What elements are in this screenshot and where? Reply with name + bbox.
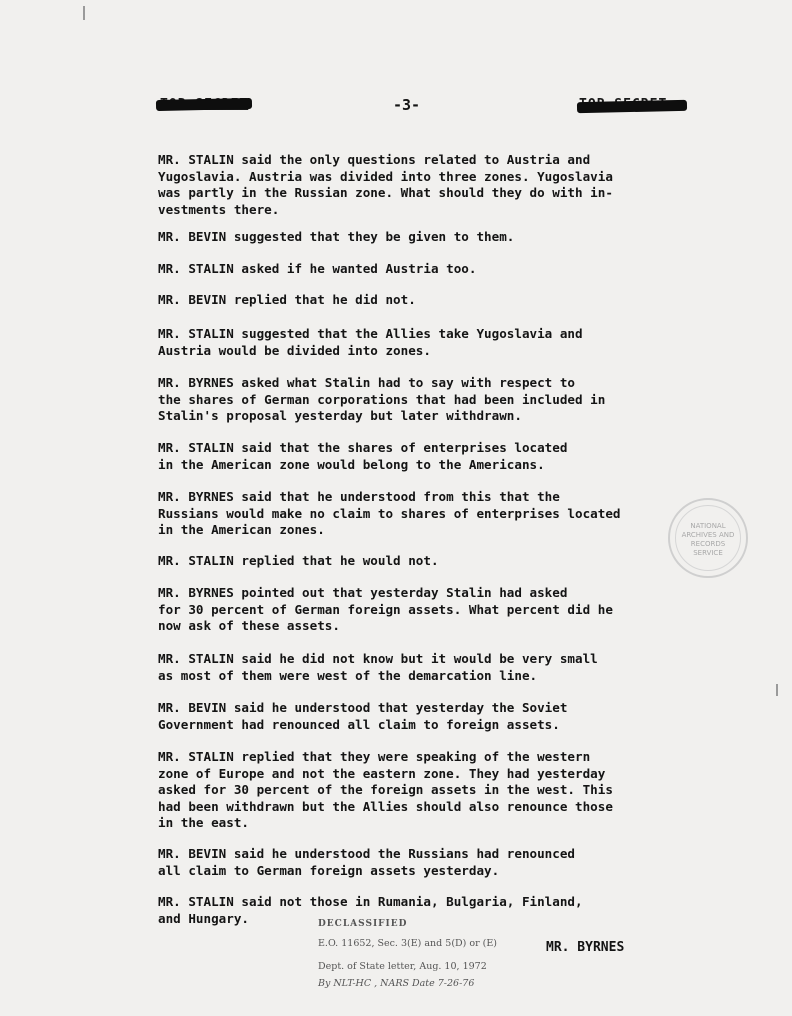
paragraph-3: MR. STALIN asked if he wanted Austria too. bbox=[158, 261, 477, 276]
scan-mark bbox=[83, 6, 85, 20]
paragraph-6: MR. BYRNES asked what Stalin had to say with respect to the shares of German corporations that had been included in Stalin's proposal yesterday but later withdrawn. bbox=[158, 375, 606, 423]
paragraph-1: MR. STALIN said the only questions related to Austria and Yugoslavia. Austria was divided into three zones. Yugoslavia was partly in the Russian zone. What should they do with in- vestments there. bbox=[158, 152, 613, 217]
paragraph-7: MR. STALIN said that the shares of enterprises located in the American zone would belong to the Americans. bbox=[158, 440, 568, 472]
stamp-line: RECORDS bbox=[690, 540, 726, 548]
redaction-bar-left bbox=[156, 98, 252, 111]
paragraph-15: MR. STALIN said not those in Rumania, Bulgaria, Finland, and Hungary. bbox=[158, 894, 583, 926]
stamp-line: ARCHIVES AND bbox=[681, 531, 735, 539]
declassified-by-line: By NLT-HC , NARS Date 7-26-76 bbox=[318, 978, 475, 989]
declassified-authority: E.O. 11652, Sec. 3(E) and 5(D) or (E) bbox=[318, 938, 497, 949]
paragraph-5: MR. STALIN suggested that the Allies take Yugoslavia and Austria would be divided into zones. bbox=[158, 326, 583, 358]
footer-name: MR. BYRNES bbox=[546, 940, 625, 955]
paragraph-12: MR. BEVIN said he understood that yesterday the Soviet Government had renounced all claim to foreign assets. bbox=[158, 700, 568, 732]
paragraph-8: MR. BYRNES said that he understood from this that the Russians would make no claim to shares of enterprises located in the American zones. bbox=[158, 489, 621, 537]
scan-mark bbox=[776, 684, 778, 696]
paragraph-13: MR. STALIN replied that they were speaking of the western zone of Europe and not the eastern zone. They had yesterday asked for 30 percent of the foreign assets in the west. This had been withdrawn but the Allies should also renounce those in the east. bbox=[158, 749, 613, 830]
stamp-line: NATIONAL bbox=[690, 522, 726, 530]
page-number: -3- bbox=[393, 96, 421, 114]
declassified-heading: DECLASSIFIED bbox=[318, 919, 408, 929]
paragraph-4: MR. BEVIN replied that he did not. bbox=[158, 292, 416, 307]
paragraph-14: MR. BEVIN said he understood the Russians had renounced all claim to German foreign assets yesterday. bbox=[158, 846, 576, 878]
stamp-ring bbox=[675, 505, 741, 571]
declassified-letter: Dept. of State letter, Aug. 10, 1972 bbox=[318, 961, 487, 972]
paragraph-9: MR. STALIN replied that he would not. bbox=[158, 553, 439, 568]
archives-seal-stamp bbox=[668, 498, 748, 578]
paragraph-10: MR. BYRNES pointed out that yesterday Stalin had asked for 30 percent of German foreign assets. What percent did he now ask of these assets. bbox=[158, 585, 613, 633]
paragraph-2: MR. BEVIN suggested that they be given to them. bbox=[158, 229, 515, 244]
paragraph-11: MR. STALIN said he did not know but it would be very small as most of them were west of the demarcation line. bbox=[158, 651, 598, 683]
redaction-bar-right bbox=[577, 100, 687, 113]
stamp-line: SERVICE bbox=[693, 549, 723, 557]
